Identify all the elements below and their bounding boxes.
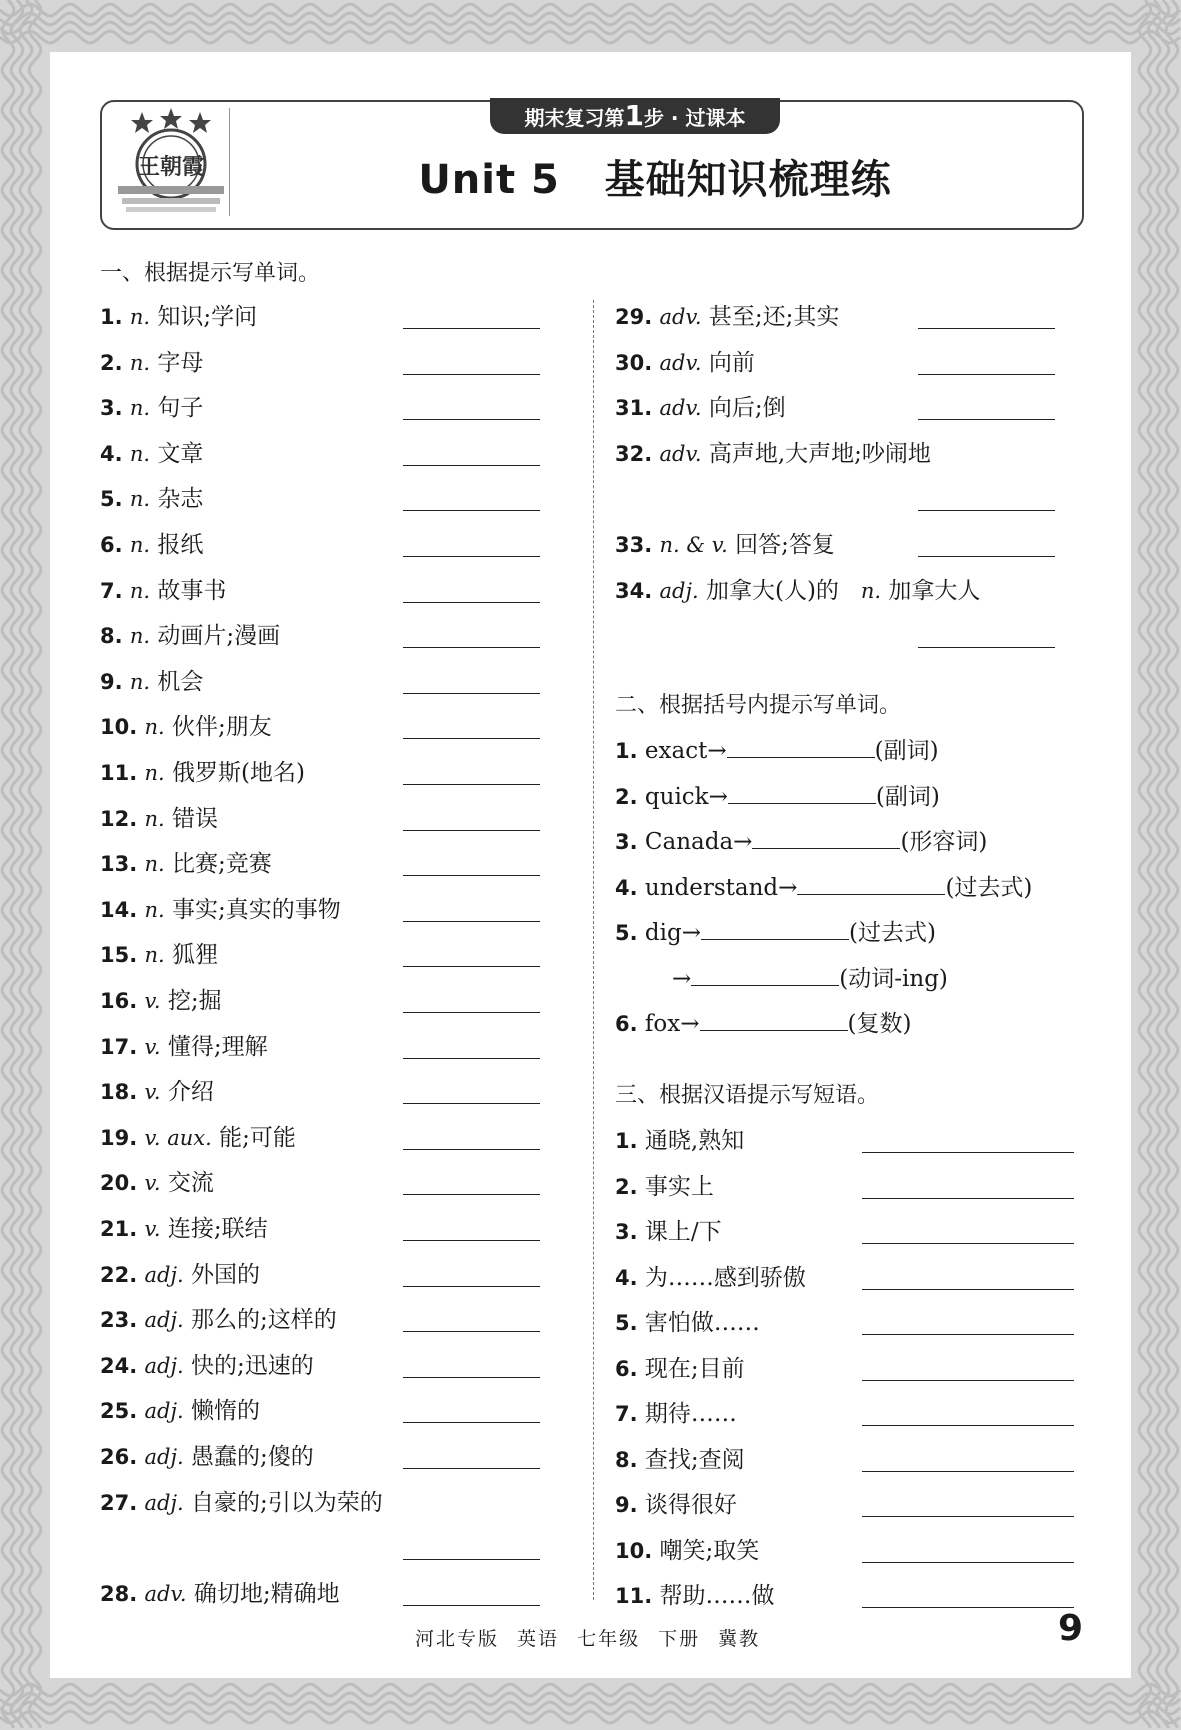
item-number: 5. <box>615 1311 638 1335</box>
item-number: 10. <box>615 1538 653 1563</box>
word-item <box>100 800 218 840</box>
answer-blank[interactable] <box>403 1377 540 1378</box>
item-number: 5. <box>615 921 638 945</box>
item-number: 16. <box>100 989 138 1013</box>
answer-blank[interactable] <box>701 917 849 940</box>
item-number: 4. <box>615 1265 638 1290</box>
part-of-speech: v. <box>144 989 161 1013</box>
answer-blank[interactable] <box>862 1334 1074 1335</box>
form-hint: (副词) <box>874 738 939 764</box>
word-item <box>100 389 203 429</box>
word-item <box>615 526 835 566</box>
part-of-speech: v. <box>144 1217 161 1241</box>
item-hint: 字母 <box>157 349 204 376</box>
word-item <box>100 1073 214 1113</box>
answer-blank[interactable] <box>403 738 540 739</box>
part-of-speech: n. <box>144 806 165 831</box>
word-item <box>100 936 218 976</box>
column-divider <box>593 300 594 1600</box>
answer-blank[interactable] <box>403 830 540 831</box>
part-of-speech: v. <box>144 1080 161 1105</box>
word-item <box>100 845 272 885</box>
answer-blank[interactable] <box>752 826 900 849</box>
item-hint: 句子 <box>157 395 204 422</box>
item-number: 9. <box>615 1493 638 1517</box>
item-number: 30. <box>615 350 653 375</box>
footer-edition: 河北专版 英语 七年级 下册 冀教 <box>415 1628 761 1650</box>
part-of-speech: adv. <box>144 1581 187 1606</box>
answer-blank[interactable] <box>403 1012 540 1013</box>
word-item <box>100 708 272 748</box>
word-item <box>100 572 226 612</box>
answer-blank[interactable] <box>403 875 540 876</box>
derivation-item <box>615 914 936 954</box>
phrase-hint: 课上/下 <box>644 1219 722 1245</box>
answer-blank[interactable] <box>403 602 540 603</box>
item-number: 29. <box>615 305 653 329</box>
derivation-item <box>615 1005 911 1045</box>
item-hint: 加拿大(人)的 <box>705 577 839 604</box>
item-number: 23. <box>100 1308 138 1333</box>
part-of-speech: n. <box>129 533 151 557</box>
item-number: 2. <box>615 1174 638 1199</box>
page-title <box>230 148 1080 205</box>
answer-blank[interactable] <box>403 419 540 420</box>
part-of-speech: n. <box>129 305 151 329</box>
part-of-speech: adv. <box>659 305 702 329</box>
title-label: 基础知识梳理练 <box>604 157 892 203</box>
item-number: 34. <box>615 578 653 603</box>
answer-blank[interactable] <box>862 1471 1074 1472</box>
item-hint: 交流 <box>167 1170 214 1197</box>
item-hint: 事实;真实的事物 <box>172 896 341 923</box>
phrase-item <box>615 1304 760 1344</box>
part-of-speech: n. <box>144 715 165 740</box>
item-number: 6. <box>615 1356 638 1381</box>
answer-blank[interactable] <box>797 872 945 895</box>
item-hint: 甚至;还;其实 <box>708 304 840 330</box>
base-word: dig→ <box>644 920 701 946</box>
item-number: 20. <box>100 1171 138 1196</box>
part-of-speech: n. <box>129 487 151 512</box>
item-number: 4. <box>100 441 123 466</box>
item-number: 1. <box>615 1129 638 1153</box>
item-number: 7. <box>615 1402 638 1426</box>
item-number: 3. <box>615 830 638 854</box>
answer-blank[interactable] <box>403 784 540 785</box>
part-of-speech: n. <box>129 578 151 603</box>
answer-blank[interactable] <box>403 1103 540 1104</box>
item-hint: 那么的;这样的 <box>190 1307 337 1334</box>
item-number: 9. <box>100 669 123 694</box>
phrase-item <box>615 1486 737 1526</box>
item-number: 13. <box>100 852 138 877</box>
item-number: 15. <box>100 943 138 968</box>
item-hint: 动画片;漫画 <box>157 623 281 650</box>
word-item <box>100 891 341 931</box>
word-item <box>100 1119 296 1159</box>
item-hint: 伙伴;朋友 <box>172 714 272 741</box>
answer-blank[interactable] <box>403 1240 540 1241</box>
part-of-speech: n. <box>144 852 165 877</box>
part-of-speech: n. <box>144 761 165 785</box>
word-item <box>100 1301 337 1341</box>
item-number: 22. <box>100 1262 138 1287</box>
part-of-speech: adj. <box>144 1445 184 1469</box>
answer-blank[interactable] <box>403 510 540 511</box>
part-of-speech: n. & v. <box>659 533 728 557</box>
word-item <box>100 1347 314 1387</box>
item-hint: 俄罗斯(地名) <box>172 760 305 786</box>
item-hint: 报纸 <box>157 532 204 558</box>
word-item <box>100 1210 268 1250</box>
item-number: 18. <box>100 1080 138 1105</box>
form-hint: (副词) <box>875 783 940 810</box>
derivation-item <box>615 869 1032 909</box>
answer-blank[interactable] <box>862 1562 1074 1563</box>
item-number: 8. <box>100 624 123 649</box>
item-number: 11. <box>100 761 138 785</box>
word-item <box>100 480 203 520</box>
answer-blank[interactable] <box>862 1380 1074 1381</box>
item-hint: 比赛;竞赛 <box>172 851 272 878</box>
answer-blank[interactable] <box>403 1194 540 1195</box>
phrase-item <box>615 1259 806 1299</box>
part-of-speech: n. <box>144 897 165 922</box>
phrase-hint: 通晓,熟知 <box>644 1128 745 1154</box>
phrase-hint: 谈得很好 <box>644 1492 737 1518</box>
item-hint: 懒惰的 <box>190 1398 260 1425</box>
part-of-speech: v. aux. <box>144 1125 212 1150</box>
item-hint: 文章 <box>157 440 204 467</box>
item-hint: 介绍 <box>167 1079 214 1106</box>
item-hint: 愚蠢的;傻的 <box>190 1444 314 1470</box>
item-hint: 向前 <box>708 349 755 376</box>
base-word: understand→ <box>644 874 798 901</box>
item-number: 7. <box>100 578 123 603</box>
item-number: 26. <box>100 1445 138 1469</box>
section1-heading: 一、根据提示写单词。 <box>100 261 321 286</box>
item-number: 28. <box>100 1581 138 1606</box>
item-hint: 机会 <box>157 668 204 695</box>
part-of-speech: v. <box>144 1171 161 1196</box>
answer-blank[interactable] <box>918 419 1055 420</box>
review-ribbon: 期末复习第1步 · 过课本 <box>490 98 780 134</box>
part-of-speech: n. <box>144 943 165 968</box>
part-of-speech: n. <box>860 578 882 603</box>
answer-blank[interactable] <box>700 1008 848 1031</box>
form-hint: (过去式) <box>848 920 936 946</box>
item-hint: 高声地,大声地;吵闹地 <box>708 440 931 467</box>
answer-blank[interactable] <box>728 781 876 804</box>
item-number: 2. <box>100 350 123 375</box>
item-number: 1. <box>615 739 638 763</box>
base-word: Canada→ <box>644 829 753 855</box>
word-item <box>100 344 203 384</box>
answer-blank[interactable] <box>918 556 1055 557</box>
answer-blank[interactable] <box>403 921 540 922</box>
item-number: 17. <box>100 1034 138 1059</box>
answer-blank[interactable] <box>403 1286 540 1287</box>
item-number: 24. <box>100 1353 138 1378</box>
item-number: 11. <box>615 1584 653 1608</box>
answer-blank[interactable] <box>918 647 1055 648</box>
answer-blank[interactable] <box>403 556 540 557</box>
item-hint: 加拿大人 <box>888 577 981 604</box>
derivation-item <box>615 778 940 818</box>
part-of-speech: n. <box>129 669 151 694</box>
phrase-item <box>615 1577 775 1617</box>
phrase-item <box>615 1168 714 1208</box>
item-hint: 自豪的;引以为荣的 <box>190 1489 383 1516</box>
word-item <box>100 1484 383 1524</box>
answer-blank[interactable] <box>727 735 875 758</box>
answer-blank[interactable] <box>691 963 839 986</box>
word-item <box>100 435 203 475</box>
phrase-item <box>615 1532 759 1572</box>
section3-heading: 三、根据汉语提示写短语。 <box>615 1083 880 1108</box>
word-item <box>615 389 786 429</box>
phrase-hint: 为……感到骄傲 <box>644 1264 806 1291</box>
item-number: 4. <box>615 875 638 900</box>
derivation-item <box>615 823 987 863</box>
item-number: 25. <box>100 1399 138 1424</box>
word-item <box>100 1575 340 1615</box>
item-hint: 向后;倒 <box>708 395 786 422</box>
phrase-item <box>615 1122 744 1162</box>
answer-blank[interactable] <box>862 1152 1074 1153</box>
answer-blank[interactable] <box>403 693 540 694</box>
answer-blank[interactable] <box>403 1468 540 1469</box>
part-of-speech: adv. <box>659 441 702 466</box>
page-number: 9 <box>1058 1608 1084 1649</box>
item-hint: 确切地;精确地 <box>193 1580 340 1607</box>
item-hint: 挖;掘 <box>167 988 222 1014</box>
part-of-speech: adj. <box>144 1399 184 1424</box>
answer-blank[interactable] <box>403 1149 540 1150</box>
item-number: 21. <box>100 1217 138 1241</box>
word-item <box>100 1438 314 1478</box>
item-number: 19. <box>100 1125 138 1150</box>
word-item <box>100 1028 268 1068</box>
item-number: 2. <box>615 784 638 809</box>
word-item <box>100 754 305 794</box>
part-of-speech: n. <box>129 350 151 375</box>
word-item <box>100 298 257 338</box>
part-of-speech: n. <box>129 624 151 649</box>
item-hint: 杂志 <box>157 486 204 513</box>
phrase-item <box>615 1441 745 1481</box>
base-word: → <box>672 965 692 992</box>
item-hint: 错误 <box>172 805 219 832</box>
answer-blank[interactable] <box>918 374 1055 375</box>
word-item <box>615 572 980 612</box>
word-item <box>100 982 222 1022</box>
word-item <box>100 1256 260 1296</box>
answer-blank[interactable] <box>403 1559 540 1560</box>
item-hint: 外国的 <box>190 1261 260 1288</box>
answer-blank[interactable] <box>403 374 540 375</box>
answer-blank[interactable] <box>918 328 1055 329</box>
word-item <box>100 1392 260 1432</box>
word-item <box>100 617 280 657</box>
answer-blank[interactable] <box>862 1198 1074 1199</box>
item-hint: 快的;迅速的 <box>190 1352 314 1379</box>
item-number: 5. <box>100 487 123 512</box>
phrase-hint: 嘲笑;取笑 <box>659 1537 760 1564</box>
item-number: 33. <box>615 533 653 557</box>
item-number: 14. <box>100 897 138 922</box>
part-of-speech: v. <box>144 1034 161 1059</box>
answer-blank[interactable] <box>403 1605 540 1606</box>
item-number: 6. <box>615 1012 638 1036</box>
part-of-speech: adj. <box>144 1262 184 1287</box>
word-item <box>100 663 203 703</box>
answer-blank[interactable] <box>403 1331 540 1332</box>
phrase-hint: 现在;目前 <box>644 1355 745 1382</box>
answer-blank[interactable] <box>862 1289 1074 1290</box>
derivation-item <box>615 732 939 772</box>
part-of-speech: n. <box>129 396 151 421</box>
item-hint: 狐狸 <box>172 942 219 969</box>
part-of-speech: adj. <box>144 1308 184 1333</box>
section2-heading: 二、根据括号内提示写单词。 <box>615 693 902 718</box>
svg-text:王朝霞: 王朝霞 <box>137 154 205 180</box>
item-number: 12. <box>100 806 138 831</box>
answer-blank[interactable] <box>862 1516 1074 1517</box>
answer-blank[interactable] <box>403 465 540 466</box>
answer-blank[interactable] <box>862 1243 1074 1244</box>
word-item <box>100 1164 214 1204</box>
form-hint: (形容词) <box>900 829 988 855</box>
answer-blank[interactable] <box>862 1425 1074 1426</box>
word-item <box>615 344 755 384</box>
phrase-hint: 帮助……做 <box>659 1583 775 1609</box>
part-of-speech: adv. <box>659 396 702 421</box>
phrase-item <box>615 1395 737 1435</box>
form-hint: (动词-ing) <box>839 965 948 992</box>
item-hint: 知识;学问 <box>157 304 258 330</box>
phrase-item <box>615 1350 745 1390</box>
form-hint: (复数) <box>847 1011 912 1037</box>
answer-blank[interactable] <box>403 328 540 329</box>
part-of-speech: adj. <box>144 1490 184 1515</box>
base-word: quick→ <box>644 783 728 810</box>
unit-label: Unit 5 <box>418 157 560 203</box>
item-number: 27. <box>100 1490 138 1515</box>
item-number: 8. <box>615 1447 638 1472</box>
item-hint: 能;可能 <box>219 1124 296 1151</box>
item-number: 10. <box>100 715 138 740</box>
item-hint: 连接;联结 <box>167 1216 268 1242</box>
phrase-hint: 查找;查阅 <box>644 1446 745 1473</box>
base-word: fox→ <box>644 1011 700 1037</box>
phrase-item <box>615 1213 722 1253</box>
base-word: exact→ <box>644 738 727 764</box>
part-of-speech: n. <box>129 441 151 466</box>
item-number: 32. <box>615 441 653 466</box>
item-number: 1. <box>100 305 123 329</box>
form-hint: (过去式) <box>945 874 1033 901</box>
answer-blank[interactable] <box>403 1058 540 1059</box>
word-item <box>615 298 839 338</box>
item-number: 3. <box>615 1220 638 1244</box>
phrase-hint: 害怕做…… <box>644 1310 760 1336</box>
item-number: 6. <box>100 533 123 557</box>
answer-blank[interactable] <box>403 647 540 648</box>
part-of-speech: adj. <box>144 1353 184 1378</box>
phrase-hint: 事实上 <box>644 1173 714 1200</box>
word-item <box>615 435 931 475</box>
answer-blank[interactable] <box>403 966 540 967</box>
item-number: 31. <box>615 396 653 421</box>
answer-blank[interactable] <box>918 510 1055 511</box>
part-of-speech: adj. <box>659 578 699 603</box>
item-hint: 故事书 <box>157 577 227 604</box>
answer-blank[interactable] <box>403 1422 540 1423</box>
word-item <box>100 526 203 566</box>
item-number: 3. <box>100 396 123 421</box>
item-hint: 懂得;理解 <box>167 1033 268 1060</box>
item-hint: 回答;答复 <box>735 532 835 558</box>
part-of-speech: adv. <box>659 350 702 375</box>
answer-blank[interactable] <box>862 1607 1074 1608</box>
derivation-item <box>672 960 948 1000</box>
publisher-logo <box>112 106 230 220</box>
phrase-hint: 期待…… <box>644 1401 737 1427</box>
